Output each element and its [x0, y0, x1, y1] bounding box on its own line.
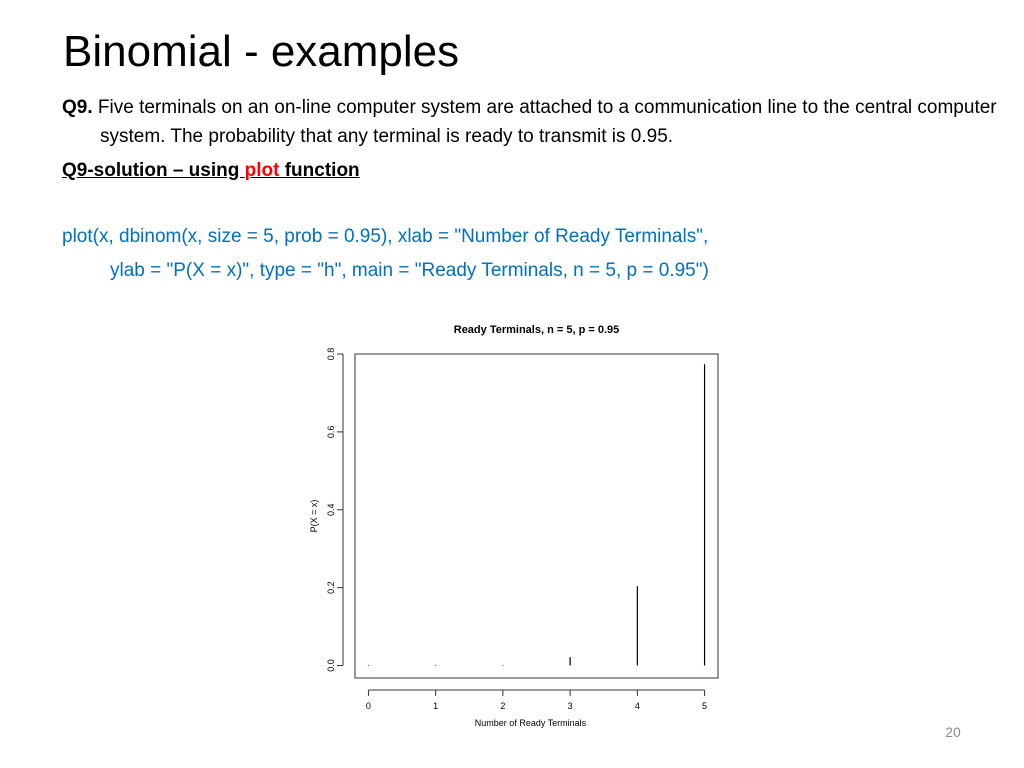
- plot-frame: [355, 354, 718, 678]
- chart-title: Ready Terminals, n = 5, p = 0.95: [453, 324, 620, 336]
- solution-prefix: Q9-solution – using: [62, 160, 245, 181]
- binomial-chart: [300, 312, 740, 732]
- question-text: Five terminals on an on-line computer system are attached to a communication line to the central computer system. The probability that any terminal is ready to transmit is 0.95.: [92, 97, 997, 147]
- solution-suffix: function: [279, 160, 360, 181]
- x-tick-label: 5: [702, 701, 708, 711]
- solution-keyword: plot: [244, 160, 280, 181]
- y-tick-label: 0.4: [326, 503, 336, 517]
- y-tick-label: 0.6: [326, 425, 336, 439]
- y-tick-label: 0.8: [326, 347, 336, 361]
- code-line-1: plot(x, dbinom(x, size = 5, prob = 0.95), xlab = "Number of Ready Terminals",: [62, 226, 709, 247]
- x-tick-label: 1: [433, 701, 439, 711]
- x-axis-label: Number of Ready Terminals: [474, 718, 587, 728]
- question-paragraph: [62, 93, 1024, 151]
- x-tick-label: 3: [567, 701, 573, 711]
- question-label: Q9.: [62, 97, 93, 118]
- y-axis-label: P(X = x): [309, 499, 319, 533]
- x-tick-label: 4: [634, 701, 640, 711]
- chart-container: [300, 312, 740, 732]
- y-tick-label: 0.2: [326, 581, 336, 594]
- x-tick-label: 2: [500, 701, 506, 711]
- y-tick-label: 0.0: [326, 659, 336, 672]
- solution-heading: [62, 156, 360, 185]
- x-tick-label: 0: [365, 701, 371, 711]
- page-number: 20: [945, 724, 961, 740]
- code-line-2: ylab = "P(X = x)", type = "h", main = "Ready Terminals, n = 5, p = 0.95"): [110, 260, 709, 281]
- slide-title: Binomial - examples: [63, 27, 460, 76]
